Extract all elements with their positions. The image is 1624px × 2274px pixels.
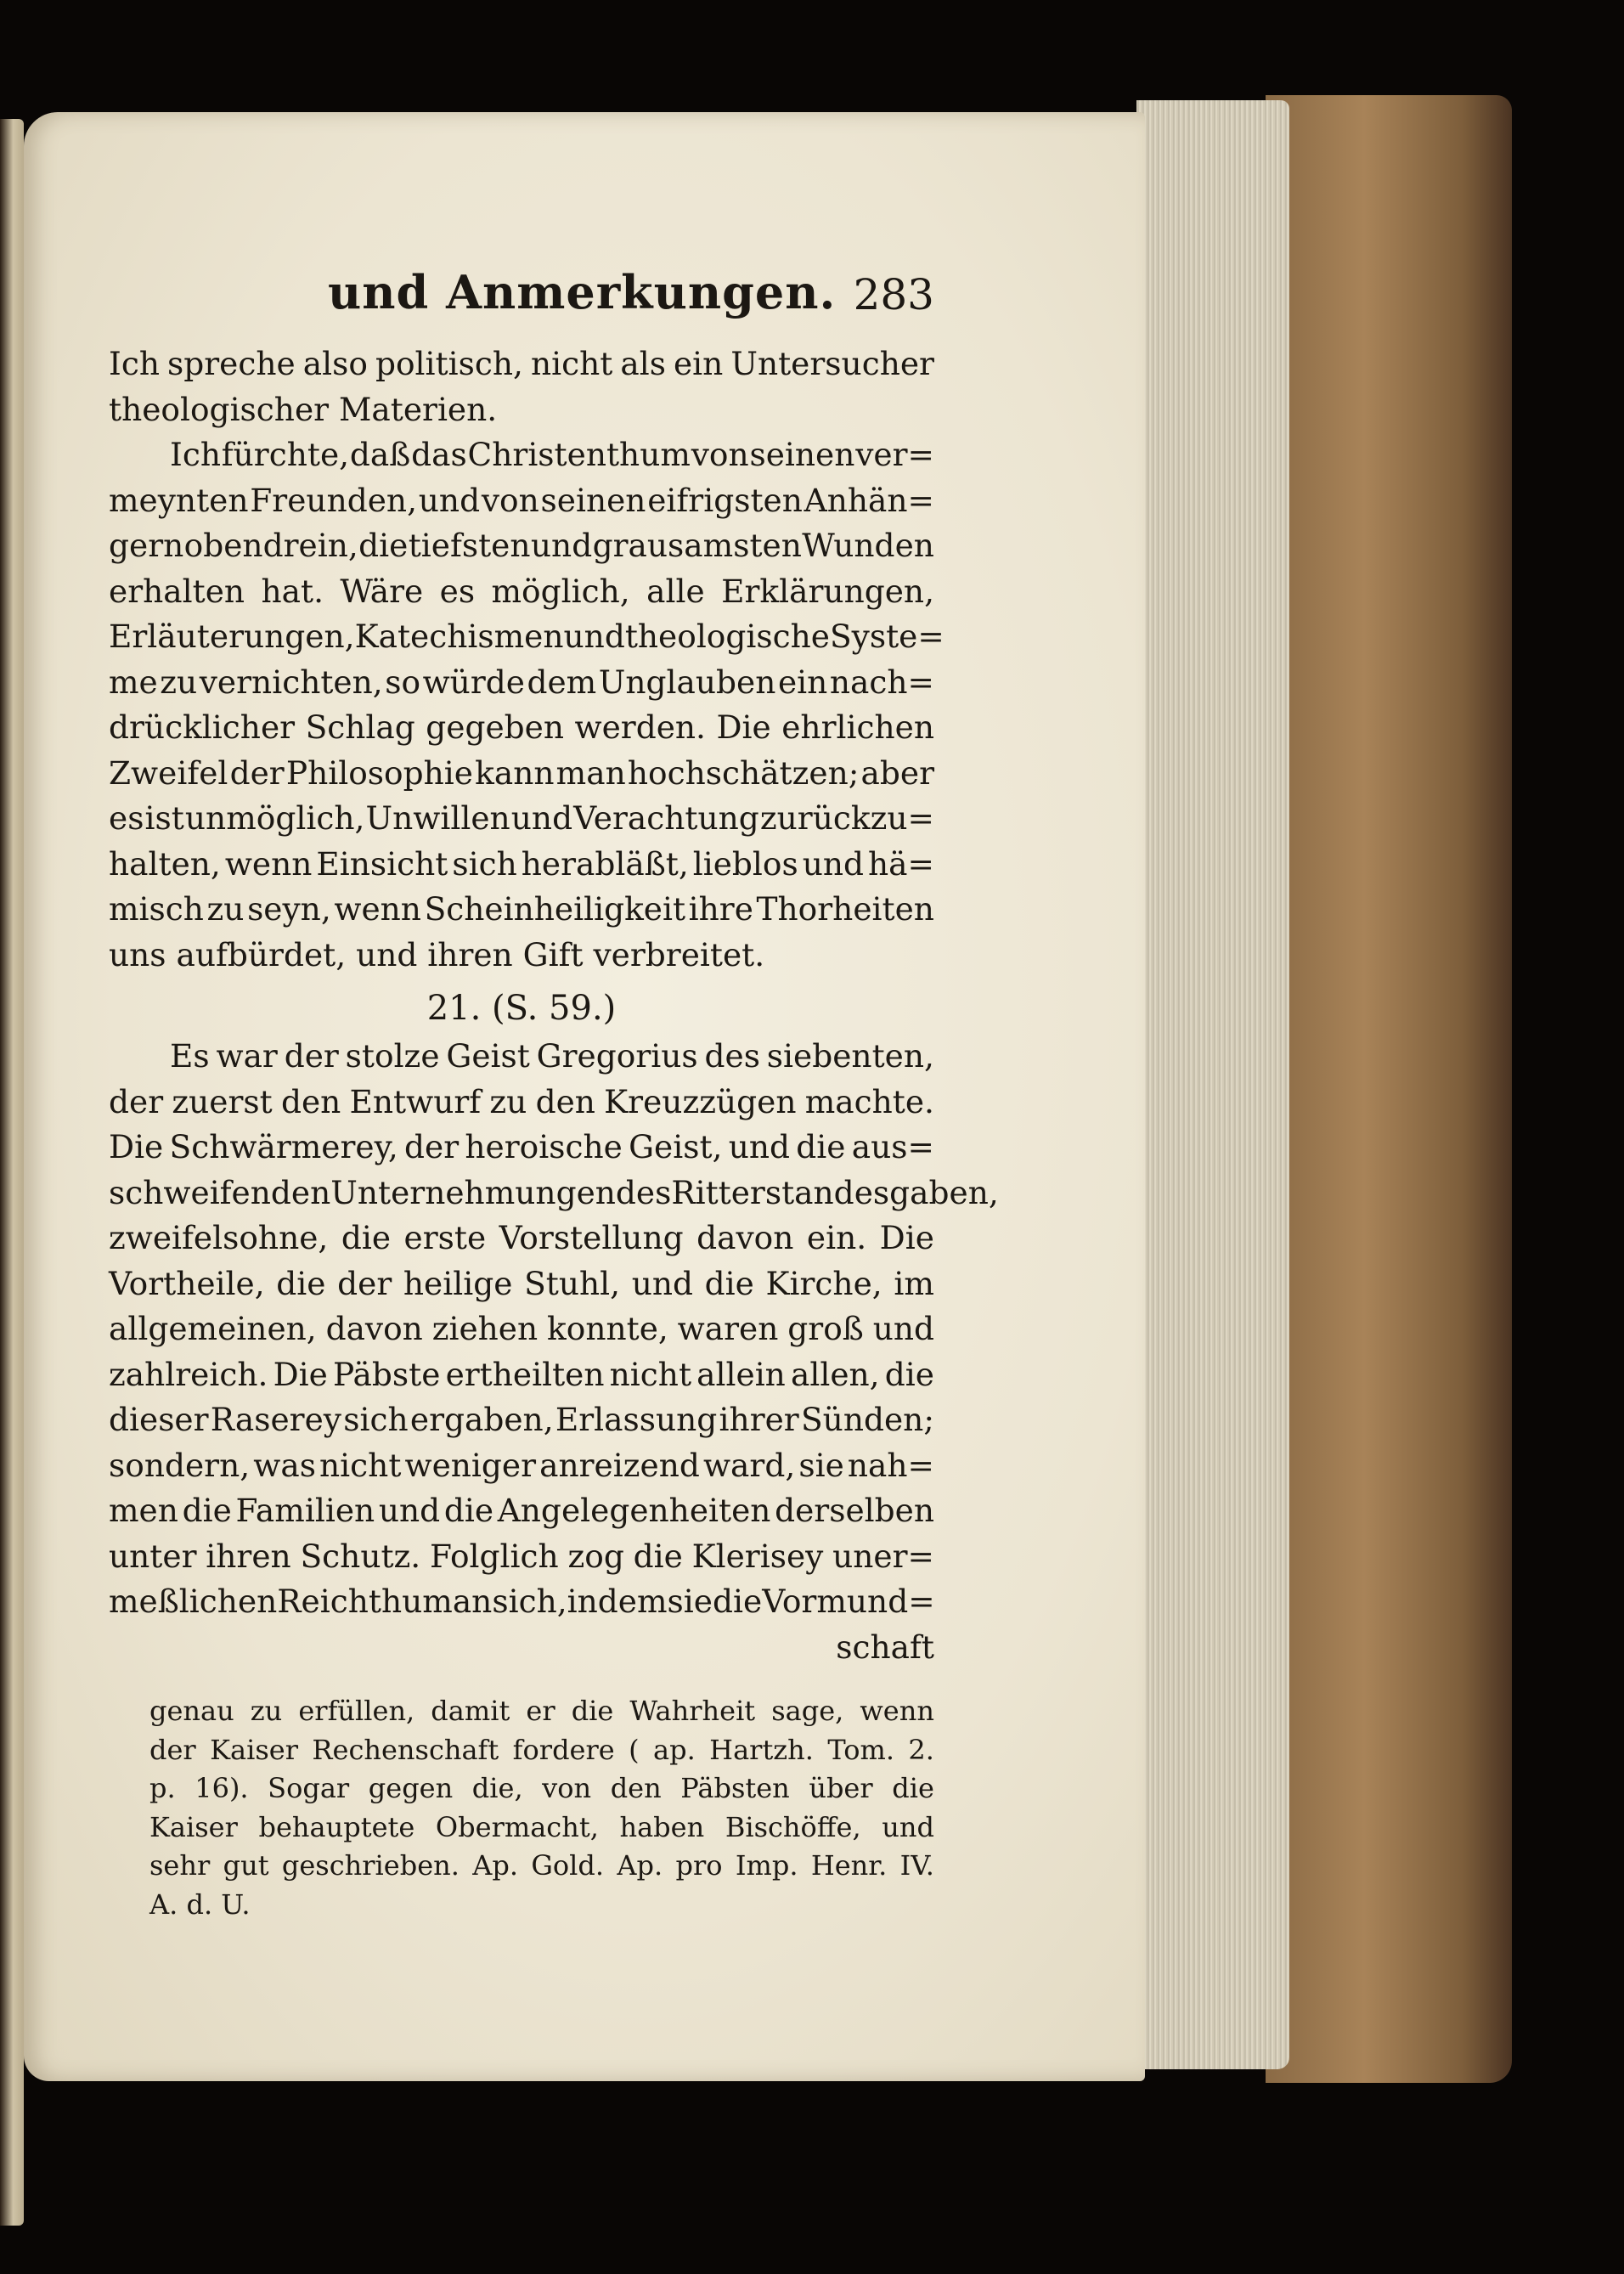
text-line: drücklicher Schlag gegeben werden. Die ehrlichen bbox=[109, 708, 934, 746]
footnote bbox=[109, 1692, 934, 1924]
text-line: gern obendrein, die tiefsten und grausamsten Wunden bbox=[109, 527, 934, 564]
page-number: 283 bbox=[853, 270, 934, 319]
footnote-line: der Kaiser Rechenschaft fordere ( ap. Hartzh. Tom. 2. bbox=[149, 1733, 934, 1766]
footnote-line: genau zu erfüllen, damit er die Wahrheit sage, wenn bbox=[149, 1695, 934, 1727]
paragraph-1 bbox=[109, 341, 934, 432]
footnote-line: A. d. U. bbox=[149, 1887, 251, 1921]
text-line: es ist unmöglich, Unwillen und Verachtung zurückzu= bbox=[109, 799, 934, 837]
paragraph-3 bbox=[109, 1034, 999, 1625]
book-page bbox=[24, 112, 1145, 2081]
text-line: erhalten hat. Wäre es möglich, alle Erklärungen, bbox=[109, 572, 934, 610]
text-line: dieser Raserey sich ergaben, Erlassung ihrer Sünden; bbox=[109, 1401, 934, 1438]
text-line: Ich fürchte, daß das Christenthum von seinen ver= bbox=[170, 436, 934, 473]
text-line: meynten Freunden, und von seinen eifrigsten Anhän= bbox=[109, 481, 934, 519]
text-line: zahlreich. Die Päbste ertheilten nicht allein allen, die bbox=[109, 1355, 934, 1393]
text-line: der zuerst den Entwurf zu den Kreuzzügen machte. bbox=[109, 1082, 934, 1120]
text-line: unter ihren Schutz. Folglich zog die Klerisey uner= bbox=[109, 1537, 934, 1575]
previous-page-edge bbox=[0, 119, 24, 2226]
paragraph-2 bbox=[109, 432, 945, 978]
text-line: Es war der stolze Geist Gregorius des siebenten, bbox=[170, 1037, 934, 1075]
text-line: meßlichen Reichthum an sich, indem sie die Vormund= bbox=[109, 1583, 935, 1620]
text-line: allgemeinen, davon ziehen konnte, waren groß und bbox=[109, 1310, 934, 1347]
catchword: schaft bbox=[836, 1628, 934, 1666]
footnote-line: sehr gut geschrieben. Ap. Gold. Ap. pro Imp. Henr. IV. bbox=[149, 1849, 934, 1882]
footnote-line: Kaiser behauptete Obermacht, haben Bischöffe, und bbox=[149, 1810, 934, 1843]
text-block bbox=[109, 265, 999, 1924]
text-line: misch zu seyn, wenn Scheinheiligkeit ihre Thorheiten bbox=[109, 890, 934, 928]
text-line: Erläuterungen, Katechismen und theologische Syste= bbox=[109, 618, 945, 655]
text-line: zweifelsohne, die erste Vorstellung davon ein. Die bbox=[109, 1219, 934, 1256]
section-heading: 21. (S. 59.) bbox=[426, 989, 617, 1028]
text-line: Die Schwärmerey, der heroische Geist, und die aus= bbox=[109, 1128, 934, 1165]
page-header bbox=[109, 265, 934, 341]
text-line: schweifenden Unternehmungen des Ritterstandes gaben, bbox=[109, 1173, 999, 1211]
text-line: Zweifel der Philosophie kann man hochschätzen; aber bbox=[109, 753, 934, 792]
text-line: men die Familien und die Angelegenheiten derselben bbox=[109, 1492, 934, 1529]
text-line: theologischer Materien. bbox=[109, 390, 498, 428]
text-line: Vortheile, die der heilige Stuhl, und die Kirche, im bbox=[109, 1264, 934, 1302]
page-edges bbox=[1136, 100, 1289, 2069]
running-head: und Anmerkungen. bbox=[328, 265, 837, 319]
text-line: halten, wenn Einsicht sich herabläßt, lieblos und hä= bbox=[109, 844, 934, 883]
text-line: sondern, was nicht weniger anreizend ward, sie nah= bbox=[109, 1446, 934, 1484]
text-line: uns aufbürdet, und ihren Gift verbreitet. bbox=[109, 935, 765, 973]
text-line: me zu vernichten, so würde dem Unglauben ein nach= bbox=[109, 663, 934, 701]
text-line: Ich spreche also politisch, nicht als ein Untersucher bbox=[109, 345, 934, 382]
footnote-line: p. 16). Sogar gegen die, von den Päbsten über die bbox=[149, 1772, 934, 1804]
book-cover-edge bbox=[1266, 95, 1512, 2083]
